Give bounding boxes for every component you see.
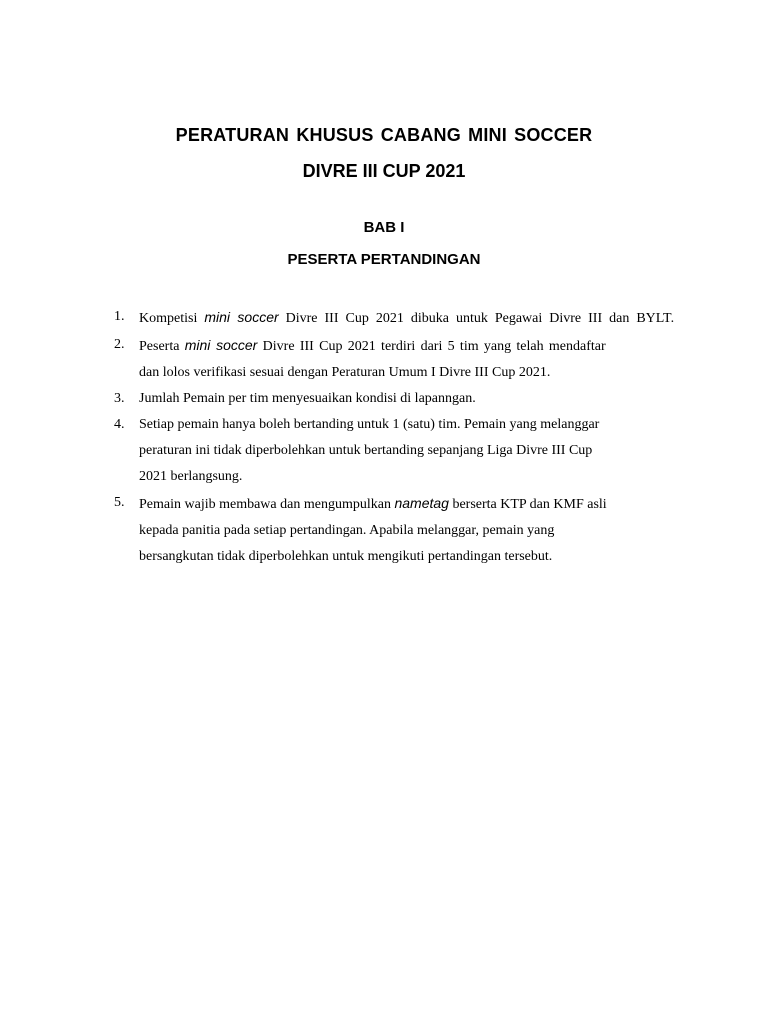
rule-text-part: Divre III Cup 2021 terdiri dari 5 tim yang telah mendaftar xyxy=(262,339,606,354)
rule-line: peraturan ini tidak diperbolehkan untuk bertanding sepanjang Liga Divre III Cup xyxy=(139,443,593,458)
rule-text-part: Kompetisi xyxy=(139,311,198,326)
rule-line xyxy=(139,339,606,354)
rule-text xyxy=(139,332,676,386)
rule-number: 2. xyxy=(114,337,125,352)
rule-emphasis: nametag xyxy=(394,495,449,511)
rule-text-part: berserta KTP dan KMF asli xyxy=(452,497,607,512)
rule-text-part: Peserta xyxy=(139,339,180,354)
rule-text-part: Pemain wajib membawa dan mengumpulkan xyxy=(139,497,391,512)
rule-line: kepada panitia pada setiap pertandingan. Apabila melanggar, pemain yang xyxy=(139,523,555,538)
rule-line: dan lolos verifikasi sesuai dengan Peraturan Umum I Divre III Cup 2021. xyxy=(139,365,551,380)
rule-text xyxy=(139,304,676,332)
rule-item-5 xyxy=(114,490,676,570)
rule-text xyxy=(139,490,676,570)
chapter-label: BAB I xyxy=(363,219,405,236)
rule-line: Setiap pemain hanya boleh bertanding untuk 1 (satu) tim. Pemain yang melanggar xyxy=(139,417,600,432)
document-title: PERATURAN KHUSUS CABANG MINI SOCCER xyxy=(175,125,593,145)
rule-text: Jumlah Pemain per tim menyesuaikan kondisi di lapanngan. xyxy=(139,391,476,406)
rule-emphasis: mini soccer xyxy=(204,309,279,325)
rule-text xyxy=(139,412,676,490)
rule-line: bersangkutan tidak diperbolehkan untuk mengikuti pertandingan tersebut. xyxy=(139,549,553,564)
rule-number: 3. xyxy=(114,391,125,406)
rule-item-3 xyxy=(114,386,676,412)
rule-item-4 xyxy=(114,412,676,490)
rule-number: 1. xyxy=(114,309,125,324)
rule-emphasis: mini soccer xyxy=(184,337,258,353)
rule-text-part: Divre III Cup 2021 dibuka untuk Pegawai Divre III dan BYLT. xyxy=(285,311,675,326)
rule-item-2 xyxy=(114,332,676,386)
rule-line: 2021 berlangsung. xyxy=(139,469,243,484)
rule-number: 4. xyxy=(114,417,125,432)
rule-number: 5. xyxy=(114,495,125,510)
document-subtitle: DIVRE III CUP 2021 xyxy=(302,161,466,181)
rules-list xyxy=(114,304,676,570)
rule-item-1 xyxy=(114,304,676,332)
chapter-title: PESERTA PERTANDINGAN xyxy=(287,251,481,268)
